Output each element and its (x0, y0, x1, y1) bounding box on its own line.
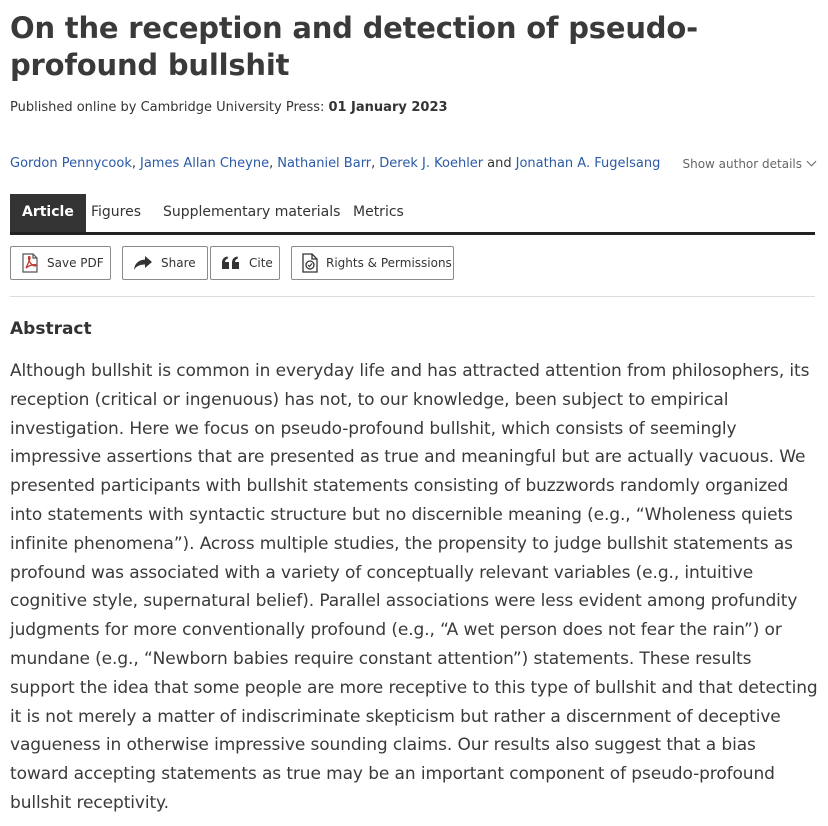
show-author-details-label: Show author details (682, 157, 802, 171)
rights-document-icon (302, 253, 318, 273)
share-label: Share (161, 256, 196, 270)
share-button[interactable] (122, 246, 208, 280)
save-pdf-button[interactable] (10, 246, 111, 280)
abstract-text: Although bullshit is common in everyday life and has attracted attention from philosophers, its reception (critical or ingenuous) has not, to our knowledge, been subject to empirical investigation. Here we focus on pseudo-profound bullshit, which consists of seemingly impressive assertions that are presented as true and meaningful but are actually vacuous. We presented participants with bullshit statements consisting of buzzwords randomly organized into statements with syntactic structure but no discernible meaning (e.g., “Wholeness quiets infinite phenomena”). Across multiple studies, the propensity to judge bullshit statements as profound was associated with a variety of conceptually relevant variables (e.g., intuitive cognitive style, supernatural belief). Parallel associations were less evident among profundity judgments for more conventionally profound (e.g., “A wet person does not fear the rain”) or mundane (e.g., “Newborn babies require constant attention”) statements. These results support the idea that some people are more receptive to this type of bullshit and that detecting it is not merely a matter of indiscriminate skepticism but rather a discernment of deceptive vagueness in otherwise impressive sounding claims. Our results also suggest that a bias toward accepting statements as true may be an important component of pseudo-profound bullshit receptivity. (10, 361, 818, 813)
cite-label: Cite (249, 256, 273, 270)
author-link[interactable]: Jonathan A. Fugelsang (515, 156, 661, 171)
tab-figures[interactable]: Figures (91, 204, 142, 220)
section-divider (10, 296, 815, 297)
author-separator: , (269, 156, 274, 171)
tab-supplementary-materials[interactable]: Supplementary materials (163, 204, 341, 220)
publication-info (10, 99, 448, 117)
published-prefix: Published online by Cambridge University Press: (10, 100, 325, 115)
show-author-details-button[interactable] (682, 155, 815, 173)
rights-permissions-label: Rights & Permissions (326, 256, 452, 270)
tab-article[interactable]: Article (10, 194, 86, 232)
pdf-icon (21, 253, 39, 273)
author-separator: , (371, 156, 376, 171)
author-separator: , (131, 156, 136, 171)
article-title: On the reception and detection of pseudo-profound bullshit (10, 11, 698, 82)
tab-metrics[interactable]: Metrics (353, 204, 404, 220)
save-pdf-label: Save PDF (47, 256, 104, 270)
author-link[interactable]: Derek J. Koehler (379, 156, 484, 171)
cite-button[interactable] (210, 246, 280, 280)
author-link[interactable]: Gordon Pennycook (10, 156, 132, 171)
author-and: and (487, 156, 512, 171)
rights-permissions-button[interactable] (291, 246, 454, 280)
author-list (10, 155, 660, 173)
quote-icon (221, 256, 241, 270)
author-link[interactable]: Nathaniel Barr (277, 156, 372, 171)
share-arrow-icon (133, 255, 153, 271)
published-date: 01 January 2023 (328, 100, 448, 115)
abstract-heading: Abstract (10, 319, 92, 339)
chevron-down-icon (807, 157, 817, 167)
article-tabs (10, 194, 815, 235)
author-link[interactable]: James Allan Cheyne (140, 156, 270, 171)
